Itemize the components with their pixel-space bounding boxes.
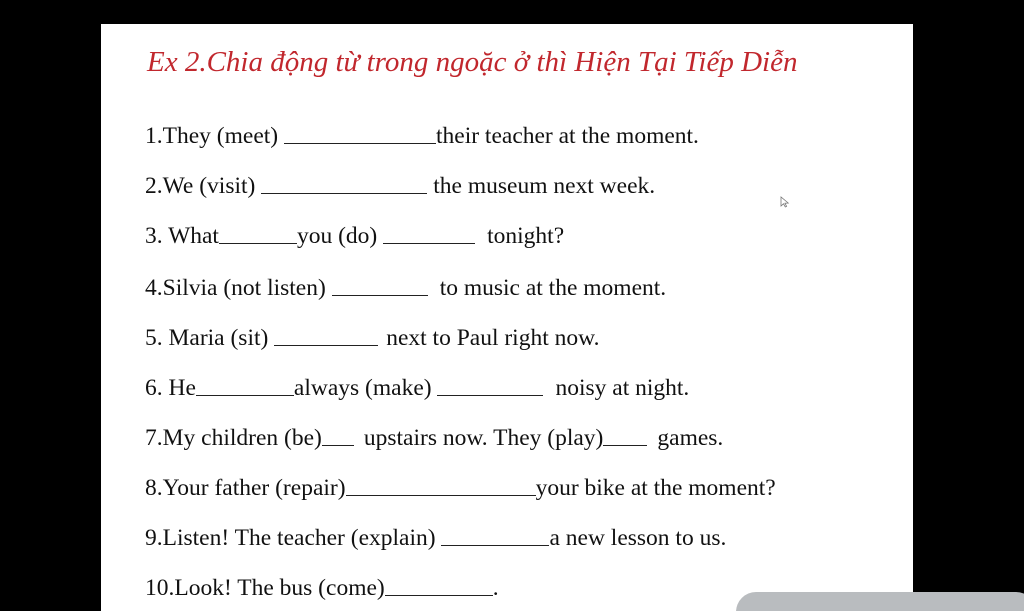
item-text: 9.Listen! The teacher (explain) bbox=[145, 525, 442, 551]
item-text: next to Paul right now. bbox=[386, 325, 600, 351]
exercise-item-6 bbox=[145, 374, 689, 402]
mouse-pointer-icon bbox=[779, 196, 791, 208]
item-text: noisy at night. bbox=[555, 375, 690, 401]
item-text: upstairs now. They (play) bbox=[363, 425, 604, 451]
exercise-title: Ex 2.Chia động từ trong ngoặc ở thì Hiện Tại Tiếp Diễn bbox=[147, 46, 798, 78]
exercise-item-3 bbox=[145, 222, 564, 250]
exercise-item-5 bbox=[145, 324, 599, 352]
answer-blank[interactable] bbox=[437, 394, 543, 396]
answer-blank[interactable] bbox=[284, 142, 436, 144]
answer-blank[interactable] bbox=[603, 444, 647, 446]
item-text: . bbox=[492, 575, 499, 601]
answer-blank[interactable] bbox=[385, 594, 493, 596]
item-text: tonight? bbox=[487, 223, 565, 249]
answer-blank[interactable] bbox=[261, 192, 427, 194]
exercise-item-7 bbox=[145, 424, 723, 452]
answer-blank[interactable] bbox=[274, 344, 378, 346]
exercise-item-4 bbox=[145, 274, 666, 302]
answer-blank[interactable] bbox=[441, 544, 549, 546]
exercise-item-9 bbox=[145, 524, 726, 552]
item-text: you (do) bbox=[296, 223, 384, 249]
exercise-item-8 bbox=[145, 474, 776, 502]
answer-blank[interactable] bbox=[322, 444, 354, 446]
exercise-item-2 bbox=[145, 172, 655, 200]
item-text: games. bbox=[657, 425, 724, 451]
item-text: 10.Look! The bus (come) bbox=[145, 575, 385, 601]
answer-blank[interactable] bbox=[383, 242, 475, 244]
answer-blank[interactable] bbox=[196, 394, 294, 396]
item-text: 1.They (meet) bbox=[145, 123, 284, 149]
item-text: to music at the moment. bbox=[439, 275, 667, 301]
item-text: 3. What bbox=[145, 223, 219, 249]
worksheet-page bbox=[101, 24, 913, 611]
item-text: your bike at the moment? bbox=[535, 475, 776, 501]
item-text: 7.My children (be) bbox=[145, 425, 322, 451]
item-text: the museum next week. bbox=[433, 173, 656, 199]
scroll-indicator[interactable] bbox=[736, 592, 1024, 611]
answer-blank[interactable] bbox=[219, 242, 297, 244]
answer-blank[interactable] bbox=[346, 494, 536, 496]
item-text: their teacher at the moment. bbox=[435, 123, 699, 149]
item-text: 5. Maria (sit) bbox=[145, 325, 275, 351]
item-text: always (make) bbox=[293, 375, 438, 401]
exercise-item-1 bbox=[145, 122, 699, 150]
item-text: 2.We (visit) bbox=[145, 173, 262, 199]
exercise-item-10 bbox=[145, 574, 499, 602]
item-text: 4.Silvia (not listen) bbox=[145, 275, 332, 301]
item-text: 6. He bbox=[145, 375, 196, 401]
item-text: 8.Your father (repair) bbox=[145, 475, 346, 501]
item-text: a new lesson to us. bbox=[549, 525, 727, 551]
answer-blank[interactable] bbox=[332, 294, 428, 296]
